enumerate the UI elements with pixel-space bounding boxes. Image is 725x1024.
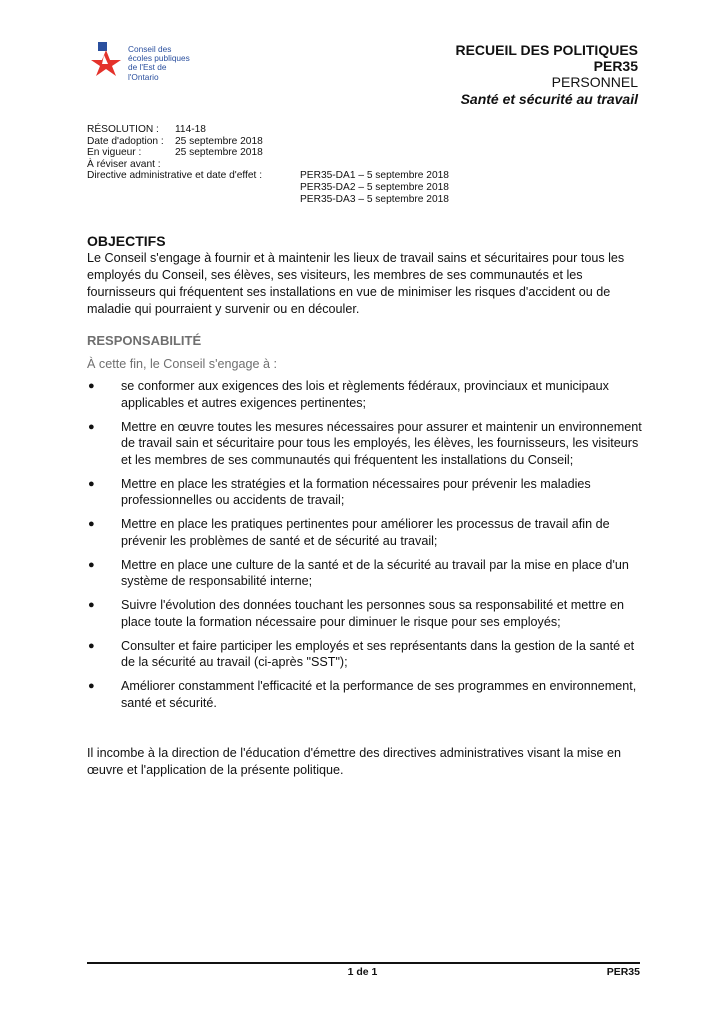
list-item-text: Mettre en place les pratiques pertinentes pour améliorer les processus de travail afin de prévenir les problèmes de santé et de sécurité au travail; <box>121 517 610 548</box>
collection-title: RECUEIL DES POLITIQUES <box>455 42 638 58</box>
document-header <box>455 42 638 108</box>
list-item <box>87 638 642 671</box>
directive-item: PER35-DA2 – 5 septembre 2018 <box>300 181 449 193</box>
vigueur-label: En vigueur : <box>87 147 142 159</box>
footer-divider <box>87 962 640 964</box>
objectifs-heading: OBJECTIFS <box>87 233 166 249</box>
resolution-value: 114-18 <box>175 124 206 135</box>
policy-title: Santé et sécurité au travail <box>460 91 638 107</box>
logo-line: écoles publiques <box>128 53 190 64</box>
directive-label: Directive administrative et date d'effet : <box>87 170 263 182</box>
list-item-text: se conformer aux exigences des lois et règlements fédéraux, provinciaux et municipaux applicables et autres exigences pertinentes; <box>121 379 609 410</box>
bullet-icon: ● <box>88 420 95 433</box>
bullet-icon: ● <box>88 380 95 392</box>
bullet-icon: ● <box>88 477 95 490</box>
list-item-text: Consulter et faire participer les employés et ses représentants dans la gestion de la santé et de la sécurité au travail (ci-après "SST"); <box>121 638 635 669</box>
logo-line: Conseil des <box>128 44 172 54</box>
bullet-icon: ● <box>88 680 95 692</box>
logo-text <box>128 45 196 82</box>
star-logo-icon <box>86 42 126 76</box>
list-item <box>87 419 642 469</box>
list-item <box>87 476 642 509</box>
bullet-icon: ● <box>88 639 95 652</box>
reviser-label: À réviser avant : <box>87 158 161 170</box>
board-logo <box>86 42 196 82</box>
bullet-icon: ● <box>88 558 95 571</box>
list-item <box>87 597 642 630</box>
list-item <box>87 557 642 590</box>
policy-category: PERSONNEL <box>551 74 638 90</box>
responsabilite-intro: À cette fin, le Conseil s'engage à : <box>87 357 278 371</box>
adoption-value: 25 septembre 2018 <box>175 135 263 147</box>
bullet-icon: ● <box>88 599 95 611</box>
objectifs-text: Le Conseil s'engage à fournir et à maintenir les lieux de travail sains et sécuritaires pour tous les employés du Conseil, ses élèves, ses visiteurs, les membres de ses communautés et les fournisseurs qui fréquentent ses installations en vue de minimiser les risques d'accident ou de maladie qui pourraient y survenir ou en découler. <box>87 251 625 316</box>
bullet-icon: ● <box>88 518 95 530</box>
list-item <box>87 516 642 549</box>
policy-code: PER35 <box>593 58 638 74</box>
page-number: 1 de 1 <box>347 966 378 978</box>
adoption-label: Date d'adoption : <box>87 135 164 147</box>
list-item-text: Améliorer constamment l'efficacité et la performance de ses programmes en environnement, santé et sécurité. <box>121 679 637 710</box>
list-item-text: Suivre l'évolution des données touchant les personnes sous sa responsabilité et mettre en place toute la formation nécessaire pour diminuer le risque pour ses employés; <box>121 598 624 629</box>
list-item <box>87 378 642 411</box>
list-item <box>87 678 642 711</box>
logo-line: de l'Est de l'Ontario <box>128 62 167 82</box>
responsabilite-heading: RESPONSABILITÉ <box>87 333 202 348</box>
footer-policy-code: PER35 <box>606 966 640 978</box>
list-item-text: Mettre en place une culture de la santé et de la sécurité au travail par la mise en place d'un système de responsabilité interne; <box>121 557 629 588</box>
list-item-text: Mettre en œuvre toutes les mesures nécessaires pour assurer et maintenir un environnement de travail sain et sécuritaire pour tous les employés, les élèves, les fournisseurs, les visiteurs et les membres de ses communautés qui fréquentent les installations du Conseil; <box>121 419 642 467</box>
list-item-text: Mettre en place les stratégies et la formation nécessaires pour prévenir les maladies professionnelles ou accidents de travail; <box>121 476 591 507</box>
vigueur-value: 25 septembre 2018 <box>175 147 263 159</box>
resolution-label: RÉSOLUTION : <box>87 124 159 135</box>
directive-item: PER35-DA1 – 5 septembre 2018 <box>300 170 449 182</box>
responsabilite-list <box>87 378 642 719</box>
directive-item: PER35-DA3 – 5 septembre 2018 <box>300 193 449 205</box>
closing-paragraph: Il incombe à la direction de l'éducation d'émettre des directives administratives visant la mise en œuvre et l'application de la présente politique. <box>87 746 622 777</box>
